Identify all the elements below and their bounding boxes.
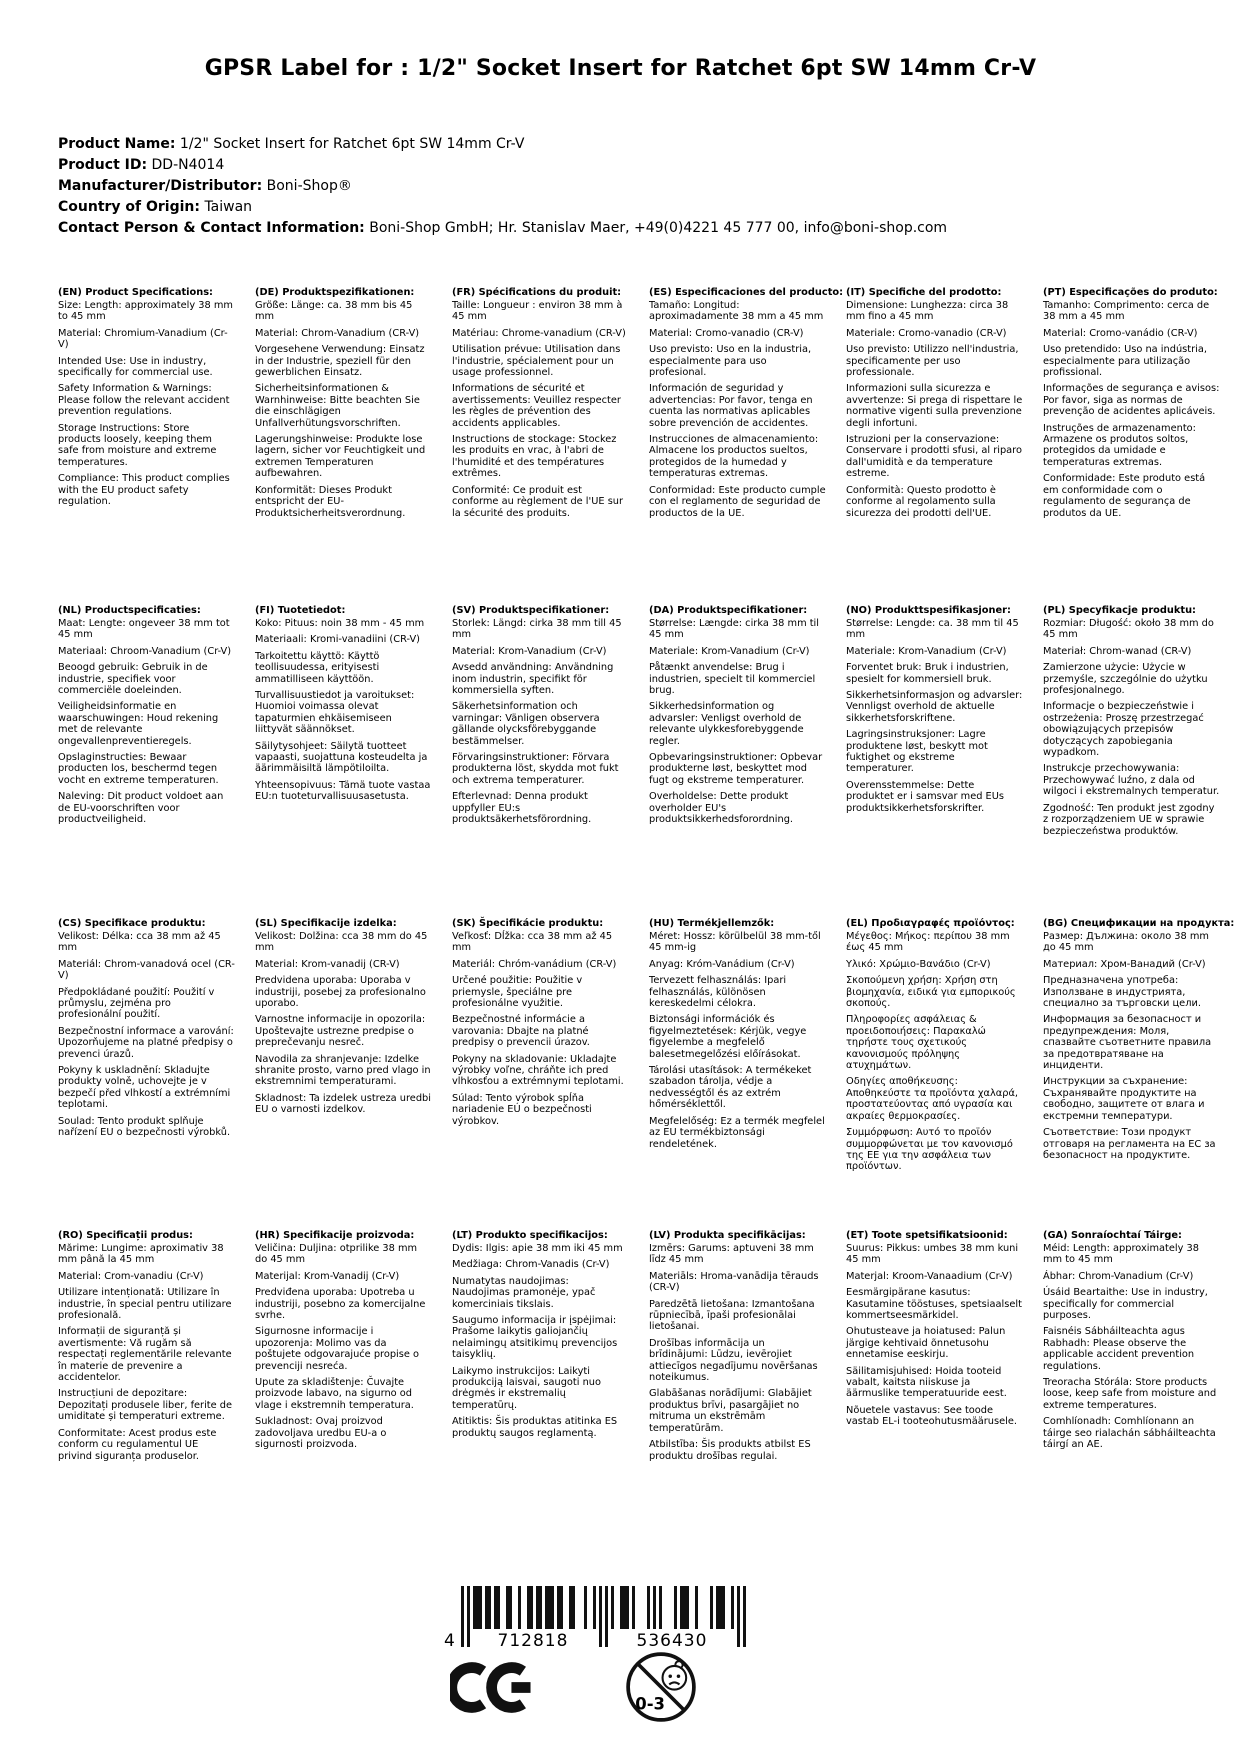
spec-paragraph: Utilisation prévue: Utilisation dans l'industrie, spécialement pour un usage professionnel. [452,344,621,379]
language-block-header: (LT) Produkto specifikacijos: [452,1230,608,1241]
spec-paragraph: Μέγεθος: Μήκος: περίπου 38 mm έως 45 mm [846,931,1010,954]
spec-paragraph: Overensstemmelse: Dette produktet er i samsvar med EUs produktsikkerhetsforskrifter. [846,779,1005,814]
spec-paragraph: Zgodność: Ten produkt jest zgodny z rozporządzeniem UE w sprawie bezpieczeństwa produktów. [1043,802,1215,837]
spec-paragraph: Informacje o bezpieczeństwie i ostrzeżenia: Proszę przestrzegać obowiązujących przepisów dotyczących zapobiegania wypadkom. [1043,701,1204,759]
spec-paragraph: Material: Chromium-Vanadium (Cr-V) [58,327,228,351]
spec-paragraph: Material: Krom-Vanadium (Cr-V) [452,645,607,657]
language-block-es [649,287,846,605]
product-info-value: Taiwan [200,199,253,215]
language-block-header: (SL) Specifikacije izdelka: [255,918,397,929]
spec-paragraph: Инструкции за съхранение: Съхранявайте продуктите на свободно, защитете от влага и екстремни температури. [1043,1076,1205,1122]
spec-paragraph: Rozmiar: Długość: około 38 mm do 45 mm [1043,618,1214,641]
spec-paragraph: Určené použitie: Použitie v priemysle, špeciálne pre profesionálne využitie. [452,975,583,1010]
language-block-it [846,287,1043,605]
spec-paragraph: Förvaringsinstruktioner: Förvara produkterna löst, skydda mot fukt och extrema temperaturer. [452,752,619,786]
language-block-nl [58,605,255,918]
spec-paragraph: Instrucțiuni de depozitare: Depozitați produsele liber, ferite de umiditate și temperaturi extreme. [58,1388,233,1423]
spec-paragraph: Beoogd gebruik: Gebruik in de industrie, specifiek voor commerciële doeleinden. [58,662,208,697]
language-block-da [649,605,846,918]
spec-paragraph: Material: Crom-vanadiu (Cr-V) [58,1270,204,1282]
spec-paragraph: Conformité: Ce produit est conforme au règlement de l'UE sur la sécurité des produits. [452,484,624,519]
product-info [58,134,947,239]
spec-paragraph: Säkerhetsinformation och varningar: Vänligen observera gällande olycksförebyggande bestämmelser. [452,701,600,747]
language-block-header: (NL) Productspecificaties: [58,605,201,616]
spec-paragraph: Storage Instructions: Store products loosely, keeping them safe from moisture and extreme temperatures. [58,422,217,468]
spec-paragraph: Materiaal: Chroom-Vanadium (Cr-V) [58,645,232,657]
spec-paragraph: Material: Cromo-vanadio (CR-V) [649,327,804,339]
language-block-header: (FI) Tuotetiedot: [255,605,346,616]
spec-paragraph: Størrelse: Lengde: ca. 38 mm til 45 mm [846,618,1019,641]
spec-paragraph: Velikost: Délka: cca 38 mm až 45 mm [58,931,221,954]
spec-paragraph: Materiál: Chrom-vanadová ocel (CR-V) [58,958,235,982]
spec-paragraph: Compliance: This product complies with the EU product safety regulation. [58,473,230,508]
spec-paragraph: Πληροφορίες ασφάλειας & προειδοποιήσεις: Παρακαλώ τηρήστε τους σχετικούς κανονισμούς πρόληψης ατυχημάτων. [846,1014,986,1072]
spec-paragraph: Opslaginstructies: Bewaar producten los, beschermd tegen vocht en extreme temperaturen. [58,752,219,786]
spec-paragraph: Информация за безопасност и предупреждения: Моля, спазвайте съответните правила за предотвратяване на инциденти. [1043,1014,1212,1072]
spec-paragraph: Οδηγίες αποθήκευσης: Αποθηκεύστε τα προϊόντα χαλαρά, προστατεύοντας από υγρασία και ακραίες θερμοκρασίες. [846,1076,1019,1122]
spec-paragraph: Zamierzone użycie: Użycie w przemyśle, szczególnie do użytku profesjonalnego. [1043,662,1208,697]
barcode-lead-digit: 4 [444,1631,455,1650]
language-block-no [846,605,1043,918]
spec-paragraph: Informazioni sulla sicurezza e avvertenze: Si prega di rispettare le normative vigenti sulla prevenzione degli infortuni. [846,383,1023,429]
spec-paragraph: Eesmärgipärane kasutus: Kasutamine tööstuses, spetsiaalselt kommertseesmärkidel. [846,1287,1022,1322]
product-info-label: Product ID: [58,157,148,173]
language-block-header: (NO) Produkttspesifikasjoner: [846,605,1011,616]
language-block-bg [1043,918,1240,1230]
spec-paragraph: Matériau: Chrome-vanadium (CR-V) [452,327,626,339]
spec-paragraph: Saugumo informacija ir įspėjimai: Prašome laikytis galiojančių nelaimingų atsitikimų prevencijos taisyklių. [452,1315,618,1361]
spec-paragraph: Instrukcje przechowywania: Przechowywać luźno, z dala od wilgoci i ekstremalnych temperatur. [1043,763,1220,798]
spec-paragraph: Nõuetele vastavus: See toode vastab EL-i tooteohutusmäärusele. [846,1404,1017,1428]
language-block-ga [1043,1230,1240,1467]
spec-paragraph: Veiligheidsinformatie en waarschuwingen: Houd rekening met de relevante ongevallenpreventieregels. [58,701,219,747]
language-block-header: (FR) Spécifications du produit: [452,287,622,298]
spec-paragraph: Pokyny k uskladnění: Skladujte produkty volně, uchovejte je v bezpečí před vlhkostí a extrémními teplotami. [58,1065,231,1111]
language-block-header: (ES) Especificaciones del producto: [649,287,844,298]
spec-paragraph: Úsáid Beartaithe: Use in industry, specifically for commercial purposes. [1043,1287,1208,1322]
language-block-header: (GA) Sonraíochtaí Táirge: [1043,1230,1182,1241]
spec-paragraph: Materiale: Krom-Vanadium (Cr-V) [649,645,810,657]
spec-paragraph: Sicherheitsinformationen & Warnhinweise: Bitte beachten Sie die einschlägigen Unfallverhütungsvorschriften. [255,383,420,429]
language-block-header: (BG) Спецификации на продукта: [1043,918,1235,929]
language-block-sl [255,918,452,1230]
ce-mark-icon [450,1660,538,1719]
spec-paragraph: Comhlíonadh: Comhlíonann an táirge seo rialachán sábháilteachta táirgí an AE. [1043,1416,1216,1451]
language-block-header: (SK) Špecifikácie produktu: [452,918,604,929]
product-info-value: Boni-Shop® [262,178,352,194]
product-info-value: Boni-Shop GmbH; Hr. Stanislav Maer, +49(0)4221 45 777 00, info@boni-shop.com [364,220,948,236]
spec-paragraph: Súlad: Tento výrobok spĺňa nariadenie EÚ o bezpečnosti výrobkov. [452,1092,592,1127]
spec-paragraph: Vorgesehene Verwendung: Einsatz in der Industrie, speziell für den gewerblichen Einsatz. [255,344,425,379]
language-block-header: (DA) Produktspecifikationer: [649,605,808,616]
product-info-value: 1/2" Socket Insert for Ratchet 6pt SW 14mm Cr-V [175,136,525,152]
spec-paragraph: Materiaali: Kromi-vanadiini (CR-V) [255,634,420,646]
spec-paragraph: Storlek: Längd: cirka 38 mm till 45 mm [452,618,622,641]
spec-paragraph: Predviđena uporaba: Upotreba u industriji, posebno za komercijalne svrhe. [255,1287,426,1322]
spec-paragraph: Medžiaga: Chrom-Vanadis (Cr-V) [452,1259,610,1271]
spec-paragraph: Pokyny na skladovanie: Ukladajte výrobky voľne, chráňte ich pred vlhkosťou a extrémnymi teplotami. [452,1053,624,1088]
page-title: GPSR Label for : 1/2" Socket Insert for Ratchet 6pt SW 14mm Cr-V [204,56,1037,81]
language-block-header: (ET) Toote spetsifikatsioonid: [846,1230,1008,1241]
spec-paragraph: Información de seguridad y advertencias: Por favor, tenga en cuenta las normativas aplicables sobre prevención de accidentes. [649,383,813,429]
spec-paragraph: Tárolási utasítások: A termékeket szabadon tárolja, védje a nedvességtől és az extrém hőmérséklettől. [649,1065,812,1111]
language-block-lv [649,1230,846,1467]
barcode-left-digits: 712818 [497,1631,569,1650]
product-info-line [58,218,947,239]
spec-paragraph: Yhteensopivuus: Tämä tuote vastaa EU:n tuoteturvallisuusasetusta. [255,779,431,803]
language-block-header: (EL) Προδιαγραφές προϊόντος: [846,918,1015,929]
spec-paragraph: Informations de sécurité et avertissements: Veuillez respecter les règles de prévention des accidents applicables. [452,383,621,429]
spec-paragraph: Opbevaringsinstruktioner: Opbevar produkterne løst, beskyttet mod fugt og ekstreme temperaturer. [649,752,823,786]
age-warning-label: 0-3 [635,1694,666,1714]
spec-paragraph: Uso previsto: Utilizzo nell'industria, specificamente per uso professionale. [846,344,1019,379]
spec-paragraph: Uso pretendido: Uso na indústria, especialmente para utilização profissional. [1043,344,1207,379]
product-info-line [58,134,947,155]
spec-paragraph: Tamaño: Longitud: aproximadamente 38 mm a 45 mm [649,300,824,323]
spec-paragraph: Materijal: Krom-Vanadij (Cr-V) [255,1270,400,1282]
spec-paragraph: Veličina: Duljina: otprilike 38 mm do 45 mm [255,1243,418,1266]
language-block-et [846,1230,1043,1467]
spec-paragraph: Méret: Hossz: körülbelül 38 mm-től 45 mm-ig [649,931,821,954]
spec-paragraph: Numatytas naudojimas: Naudojimas pramonėje, ypač komerciniais tikslais. [452,1275,596,1310]
spec-paragraph: Υλικό: Χρώμιο-Βανάδιο (Cr-V) [846,958,991,970]
spec-paragraph: Material: Krom-vanadij (CR-V) [255,958,400,970]
spec-paragraph: Bezpečnostné informácie a varovania: Dbajte na platné predpisy o prevencii úrazov. [452,1014,590,1049]
language-block-cs [58,918,255,1230]
product-info-label: Contact Person & Contact Information: [58,220,365,236]
spec-paragraph: Safety Information & Warnings: Please follow the relevant accident prevention regulations. [58,383,230,418]
spec-paragraph: Materjal: Kroom-Vanaadium (Cr-V) [846,1270,1013,1282]
language-block-pl [1043,605,1240,918]
spec-paragraph: Съответствие: Този продукт отговаря на регламента на ЕС за безопасност на продуктите. [1043,1127,1216,1161]
spec-paragraph: Glabāšanas norādījumi: Glabājiet produktus brīvi, pasargājiet no mitruma un ekstrēmām temperatūrām. [649,1388,812,1434]
spec-paragraph: Biztonsági információk és figyelmeztetések: Kérjük, vegye figyelembe a megfelelő balesetmegelőzési előírásokat. [649,1014,807,1060]
spec-paragraph: Lagringsinstruksjoner: Lagre produktene løst, beskytt mot fuktighet og ekstreme temperaturer. [846,729,988,775]
language-block-hr [255,1230,452,1467]
spec-paragraph: Размер: Дължина: около 38 mm до 45 mm [1043,931,1209,954]
spec-paragraph: Konformität: Dieses Produkt entspricht der EU-Produktsicherheitsverordnung. [255,484,406,519]
spec-paragraph: Avsedd användning: Användning inom industrin, specifikt för kommersiella syften. [452,662,614,697]
spec-paragraph: Efterlevnad: Denna produkt uppfyller EU:s produktsäkerhetsförordning. [452,791,592,826]
spec-paragraph: Taille: Longueur : environ 38 mm à 45 mm [452,300,623,323]
spec-paragraph: Skladnost: Ta izdelek ustreza uredbi EU o varnosti izdelkov. [255,1092,431,1116]
spec-paragraph: Atbilstība: Šis produkts atbilst ES produktu drošības regulai. [649,1439,811,1462]
spec-paragraph: Laikymo instrukcijos: Laikyti produkciją laisvai, saugoti nuo drėgmės ir ekstremalių temperatūrų. [452,1365,601,1411]
product-info-label: Manufacturer/Distributor: [58,178,263,194]
spec-paragraph: Drošības informācija un brīdinājumi: Lūdzu, ievērojiet attiecīgos negadījumu novēršanas noteikumus. [649,1337,818,1384]
language-block-hu [649,918,846,1230]
spec-paragraph: Předpokládané použití: Použití v průmyslu, zejména pro profesionální použití. [58,986,215,1021]
spec-paragraph: Instructions de stockage: Stockez les produits en vrac, à l'abri de l'humidité et des températures extrêmes. [452,434,617,480]
language-block-fi [255,605,452,918]
spec-paragraph: Sigurnosne informacije i upozorenja: Molimo vas da poštujete odgovarajuće propise o prevenciji nesreća. [255,1326,420,1372]
language-block-sv [452,605,649,918]
spec-paragraph: Informații de siguranță și avertismente: Vă rugăm să respectați reglementările relevante în materie de prevenire a accidentelor. [58,1326,232,1384]
spec-paragraph: Varnostne informacije in opozorila: Upoštevajte ustrezne predpise o preprečevanju nesreč. [255,1014,426,1049]
spec-paragraph: Dimensione: Lunghezza: circa 38 mm fino a 45 mm [846,300,1009,323]
spec-paragraph: Suurus: Pikkus: umbes 38 mm kuni 45 mm [846,1243,1019,1266]
spec-paragraph: Informações de segurança e avisos: Por favor, siga as normas de prevenção de acidentes aplicáveis. [1043,383,1220,418]
spec-paragraph: Instruções de armazenamento: Armazene os produtos soltos, protegidos da umidade e temperaturas extremas. [1043,422,1196,468]
spec-paragraph: Tamanho: Comprimento: cerca de 38 mm a 45 mm [1043,300,1210,323]
spec-paragraph: Ábhar: Chrom-Vanadium (Cr-V) [1043,1270,1194,1282]
language-block-de [255,287,452,605]
language-block-header: (RO) Specificații produs: [58,1230,193,1241]
spec-paragraph: Utilizare intenționată: Utilizare în industrie, în special pentru utilizare profesională. [58,1287,232,1322]
spec-paragraph: Koko: Pituus: noin 38 mm - 45 mm [255,618,425,629]
spec-paragraph: Bezpečnostní informace a varování: Upozorňujeme na platné předpisy o prevenci úrazů. [58,1025,234,1060]
spec-paragraph: Lagerungshinweise: Produkte lose lagern, sicher vor Feuchtigkeit und extremen Temperaturen aufbewahren. [255,434,426,480]
language-block-ro [58,1230,255,1467]
spec-paragraph: Intended Use: Use in industry, specifically for commercial use. [58,355,213,379]
language-block-fr [452,287,649,605]
language-block-en [58,287,255,605]
spec-paragraph: Säilytysohjeet: Säilytä tuotteet vapaasti, suojattuna kosteudelta ja äärimmäisiltä lämpötiloilta. [255,740,428,775]
spec-paragraph: Conformidad: Este producto cumple con el reglamento de seguridad de productos de la UE. [649,484,826,519]
spec-paragraph: Ohutusteave ja hoiatused: Palun järgige kehtivaid õnnetusohu ennetamise eeskirju. [846,1326,1006,1361]
language-block-header: (LV) Produkta specifikācijas: [649,1230,806,1241]
spec-paragraph: Uso previsto: Uso en la industria, especialmente para uso profesional. [649,344,812,379]
spec-paragraph: Conformitate: Acest produs este conform cu regulamentul UE privind siguranța produselor. [58,1427,217,1462]
spec-paragraph: Izmērs: Garums: aptuveni 38 mm līdz 45 mm [649,1243,814,1266]
spec-paragraph: Veľkosť: Dĺžka: cca 38 mm až 45 mm [452,931,613,954]
spec-paragraph: Dydis: Ilgis: apie 38 mm iki 45 mm [452,1243,623,1254]
spec-paragraph: Størrelse: Længde: cirka 38 mm til 45 mm [649,618,820,641]
spec-paragraph: Turvallisuustiedot ja varoitukset: Huomioi voimassa olevat tapaturmien ehkäisemiseen liittyvät säännökset. [255,690,415,736]
language-block-header: (CS) Specifikace produktu: [58,918,206,929]
product-info-line [58,155,947,176]
spec-paragraph: Velikost: Dolžina: cca 38 mm do 45 mm [255,931,428,954]
spec-paragraph: Mărime: Lungime: aproximativ 38 mm până la 45 mm [58,1243,224,1266]
spec-paragraph: Påtænkt anvendelse: Brug i industrien, specielt til kommerciel brug. [649,662,816,697]
language-block-header: (HR) Specifikacije proizvoda: [255,1230,415,1241]
spec-paragraph: Conformidade: Este produto está em conformidade com o regulamento de segurança de produtos da UE. [1043,473,1206,519]
spec-paragraph: Istruzioni per la conservazione: Conservare i prodotti sfusi, al riparo dall'umidità e da temperature estreme. [846,434,1022,480]
spec-paragraph: Size: Length: approximately 38 mm to 45 mm [58,300,233,323]
spec-paragraph: Megfelelőség: Ez a termék megfelel az EU termékbiztonsági rendeletének. [649,1115,825,1150]
product-info-value: DD-N4014 [147,157,225,173]
spec-paragraph: Materiāls: Hroma-vanādija tērauds (CR-V) [649,1270,819,1294]
spec-paragraph: Forventet bruk: Bruk i industrien, spesielt for kommersiell bruk. [846,662,1009,685]
spec-paragraph: Navodila za shranjevanje: Izdelke shranite prosto, varno pred vlago in ekstremnimi temperaturami. [255,1053,431,1088]
age-warning-0-3-icon [624,1650,698,1728]
spec-paragraph: Tervezett felhasználás: Ipari felhasználás, különösen kereskedelmi célokra. [649,975,787,1010]
language-block-header: (HU) Termékjellemzők: [649,918,775,929]
language-block-header: (IT) Specifiche del prodotto: [846,287,1002,298]
spec-paragraph: Conformità: Questo prodotto è conforme al regolamento sulla sicurezza dei prodotti dell'UE. [846,484,996,519]
spec-paragraph: Upute za skladištenje: Čuvajte proizvode labavo, na sigurno od vlage i ekstremnih temperatura. [255,1377,414,1411]
spec-paragraph: Faisnéis Sábháilteachta agus Rabhadh: Please observe the applicable accident prevention regulations. [1043,1326,1195,1372]
spec-paragraph: Materiál: Chróm-vanádium (CR-V) [452,958,617,970]
language-block-header: (DE) Produktspezifikationen: [255,287,415,298]
spec-paragraph: Materiał: Chrom-wanad (CR-V) [1043,645,1192,657]
spec-paragraph: Material: Cromo-vanádio (CR-V) [1043,327,1198,339]
spec-paragraph: Συμμόρφωση: Αυτό το προϊόν συμμορφώνεται με τον κανονισμό της ΕΕ για την ασφάλεια των προϊόντων. [846,1127,1013,1173]
spec-paragraph: Größe: Länge: ca. 38 mm bis 45 mm [255,300,413,323]
spec-paragraph: Sikkerhetsinformasjon og advarsler: Vennligst overhold de aktuelle sikkerhetsforskriftene. [846,690,1023,724]
spec-paragraph: Materiale: Cromo-vanadio (CR-V) [846,327,1007,339]
language-block-lt [452,1230,649,1467]
language-block-header: (PT) Especificações do produto: [1043,287,1218,298]
spec-paragraph: Предназначена употреба: Използване в индустрията, специално за търговски цели. [1043,975,1201,1010]
product-info-label: Product Name: [58,136,176,152]
spec-paragraph: Material: Chrom-Vanadium (CR-V) [255,327,420,339]
language-block-header: (PL) Specyfikacje produktu: [1043,605,1196,616]
spec-paragraph: Sikkerhedsinformation og advarsler: Venligst overhold de relevante ulykkesforebyggende regler. [649,701,804,747]
language-block-sk [452,918,649,1230]
product-info-line [58,197,947,218]
spec-paragraph: Материал: Хром-Ванадий (Cr-V) [1043,958,1206,970]
spec-paragraph: Soulad: Tento produkt splňuje nařízení EU o bezpečnosti výrobků. [58,1115,231,1139]
spec-paragraph: Atitiktis: Šis produktas atitinka ES produktų saugos reglamentą. [452,1416,618,1439]
language-block-el [846,918,1043,1230]
spec-paragraph: Naleving: Dit product voldoet aan de EU-voorschriften voor productveiligheid. [58,791,224,826]
spec-paragraph: Anyag: Króm-Vanádium (Cr-V) [649,958,795,970]
spec-paragraph: Maat: Lengte: ongeveer 38 mm tot 45 mm [58,618,230,641]
spec-paragraph: Säilitamisjuhised: Hoida tooteid vabalt, kaitsta niiskuse ja äärmuslike temperatuuride eest. [846,1365,1007,1400]
language-block-pt [1043,287,1240,605]
language-block-header: (EN) Product Specifications: [58,287,213,298]
product-info-label: Country of Origin: [58,199,200,215]
spec-paragraph: Tarkoitettu käyttö: Käyttö teollisuudessa, erityisesti ammatilliseen käyttöön. [255,650,380,685]
barcode-right-digits: 536430 [636,1631,708,1650]
spec-paragraph: Paredzētā lietošana: Izmantošana rūpniecībā, īpaši profesionālai lietošanai. [649,1298,815,1333]
spec-paragraph: Predvidena uporaba: Uporaba v industriji, posebej za profesionalno uporabo. [255,975,426,1010]
spec-paragraph: Σκοπούμενη χρήση: Χρήση στη βιομηχανία, ειδικά για εμπορικούς σκοπούς. [846,975,1016,1010]
language-grid [58,287,1240,1467]
spec-paragraph: Materiale: Krom-Vanadium (Cr-V) [846,645,1007,657]
language-block-header: (SV) Produktspecifikationer: [452,605,610,616]
spec-paragraph: Sukladnost: Ovaj proizvod zadovoljava uredbu EU-a o sigurnosti proizvoda. [255,1416,387,1451]
product-info-line [58,176,947,197]
ean13-barcode [438,1586,758,1654]
spec-paragraph: Méid: Length: approximately 38 mm to 45 mm [1043,1243,1200,1266]
spec-paragraph: Instrucciones de almacenamiento: Almacene los productos sueltos, protegidos de la humedad y temperaturas extremas. [649,434,819,480]
spec-paragraph: Treoracha Stórála: Store products loose, keep safe from moisture and extreme temperatures. [1043,1377,1217,1411]
spec-paragraph: Overholdelse: Dette produkt overholder EU's produktsikkerhedsforordning. [649,791,794,826]
